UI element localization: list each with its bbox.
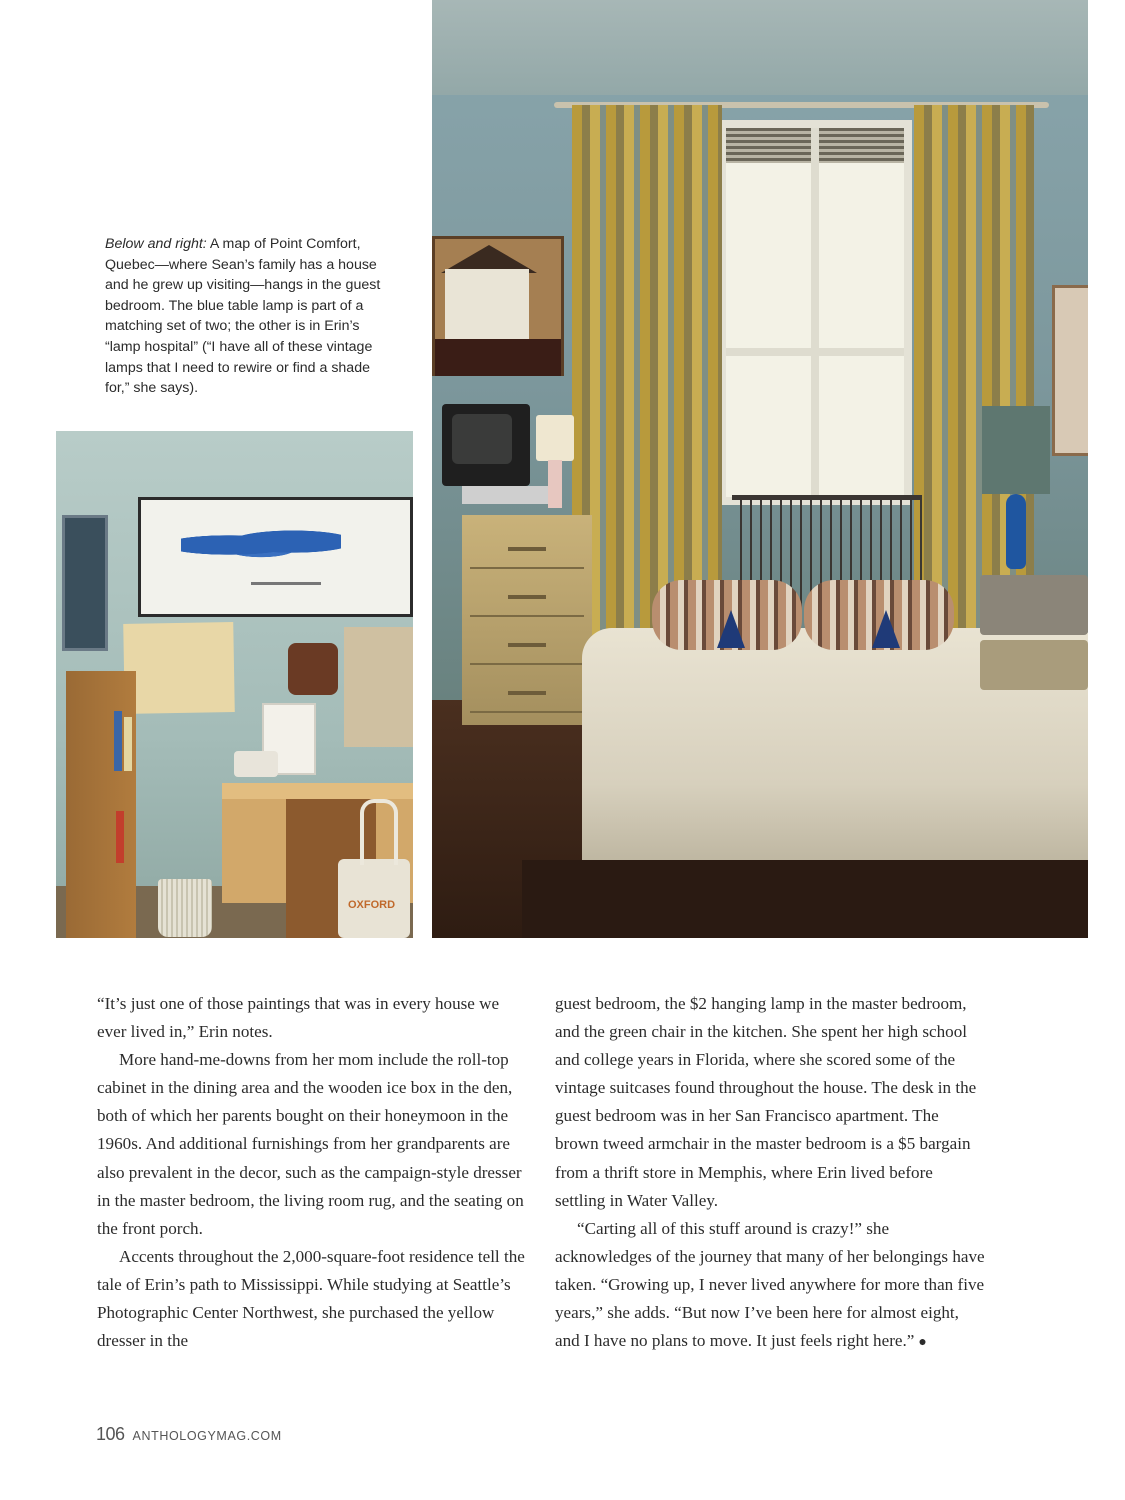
vintage-tv: [442, 404, 530, 486]
folio: [96, 1424, 282, 1445]
pencil-cups: [234, 751, 278, 777]
dresser-drawer: [470, 625, 584, 665]
antler-mount: [288, 643, 338, 695]
vintage-suitcase: [980, 575, 1088, 635]
site-url: ANTHOLOGYMAG.COM: [132, 1429, 282, 1443]
map-title-line: [251, 582, 321, 585]
page-number: 106: [96, 1424, 125, 1444]
yellow-dresser: [462, 515, 592, 725]
tote-strap: [360, 799, 398, 865]
tv-screen: [452, 414, 512, 464]
paragraph: guest bedroom, the $2 hanging lamp in the master bedroom, and the green chair in the kitchen. She spent her high school and college years in Florida, where she scored some of the vintage suitcases found throughout the house. The desk in the guest bedroom was in her San Francisco apartment. The brown tweed armchair in the master bedroom is a $5 bargain from a thrift store in Memphis, where Erin lived before settling in Water Valley.: [555, 994, 977, 1210]
desk-corner-photo: [56, 431, 413, 938]
desk-top: [222, 783, 413, 799]
drawer-pull: [508, 691, 546, 695]
pinned-paper: [344, 627, 413, 747]
small-lamp-shade: [536, 415, 574, 461]
tote-bag: [338, 859, 410, 938]
paragraph: Accents throughout the 2,000-square-foot residence tell the tale of Erin’s path to Mississippi. While studying at Seattle’s Photographic Center Northwest, she purchased the yellow dresser in the: [97, 1246, 525, 1351]
tote-print: OXFORD: [348, 899, 396, 911]
book: [116, 811, 124, 863]
bed-footboard-shadow: [522, 860, 1088, 938]
window-mullion: [811, 128, 819, 497]
small-lamp-base: [548, 460, 562, 508]
window-rail: [726, 348, 904, 356]
wall-frame: [1052, 285, 1088, 456]
drawer-pull: [508, 547, 546, 551]
bookshelf: [66, 671, 136, 938]
paragraph: More hand-me-downs from her mom include the roll-top cabinet in the dining area and the wooden ice box in the den, both of which her parents bought on their honeymoon in the 1960s. And additional furnishings from her grandparents are also prevalent in the decor, such as the campaign-style dresser in the master bedroom, the living room rug, and the seating on the front porch.: [97, 1050, 524, 1238]
vcr: [462, 486, 562, 504]
body-column-1: [97, 990, 527, 1355]
book: [124, 717, 132, 771]
map-lake: [181, 528, 341, 562]
dresser-drawer: [470, 577, 584, 617]
body-column-2: [555, 990, 985, 1357]
guest-bedroom-photo: [432, 0, 1088, 938]
dresser-drawer: [470, 673, 584, 713]
point-comfort-map: [138, 497, 413, 617]
blue-lamp-shade: [982, 406, 1050, 494]
road-map: [123, 622, 235, 714]
paragraph-text: “Carting all of this stuff around is crazy!” she acknowledges of the journey that many of her belongings have taken. “Growing up, I never lived anywhere for more than five years,” she adds. “But now I’ve been here for almost eight, and I have no plans to move. It just feels right here.”: [555, 1218, 985, 1351]
drawer-pull: [508, 595, 546, 599]
caption-text: A map of Point Comfort, Quebec—where Sean’s family has a house and he grew up visiting—hangs in the guest bedroom. The blue table lamp is part of a matching set of two; the other is in Erin’s “lamp hospital” (“I have all of these vintage lamps that I need to rewire or find a shade for,” she says).: [105, 236, 381, 397]
paragraph: [555, 1215, 985, 1357]
house-painting: [432, 236, 564, 376]
blue-lamp-base: [1006, 494, 1026, 569]
dresser-drawer: [470, 529, 584, 569]
painting-house: [445, 269, 529, 339]
photo-caption: [105, 234, 397, 399]
pennant-pillow: [872, 610, 900, 648]
wall-frame: [62, 515, 108, 651]
painting-hill: [435, 339, 561, 376]
drawer-pull: [508, 643, 546, 647]
paragraph: “It’s just one of those paintings that was in every house we ever lived in,” Erin notes.: [97, 994, 500, 1042]
end-mark: ●: [918, 1335, 927, 1351]
waste-basket: [158, 879, 212, 937]
caption-lead: Below and right:: [105, 236, 207, 252]
ceiling: [432, 0, 1088, 95]
pennant-pillow: [717, 610, 745, 648]
vintage-suitcase: [980, 640, 1088, 690]
window: [718, 120, 912, 505]
book: [114, 711, 122, 771]
